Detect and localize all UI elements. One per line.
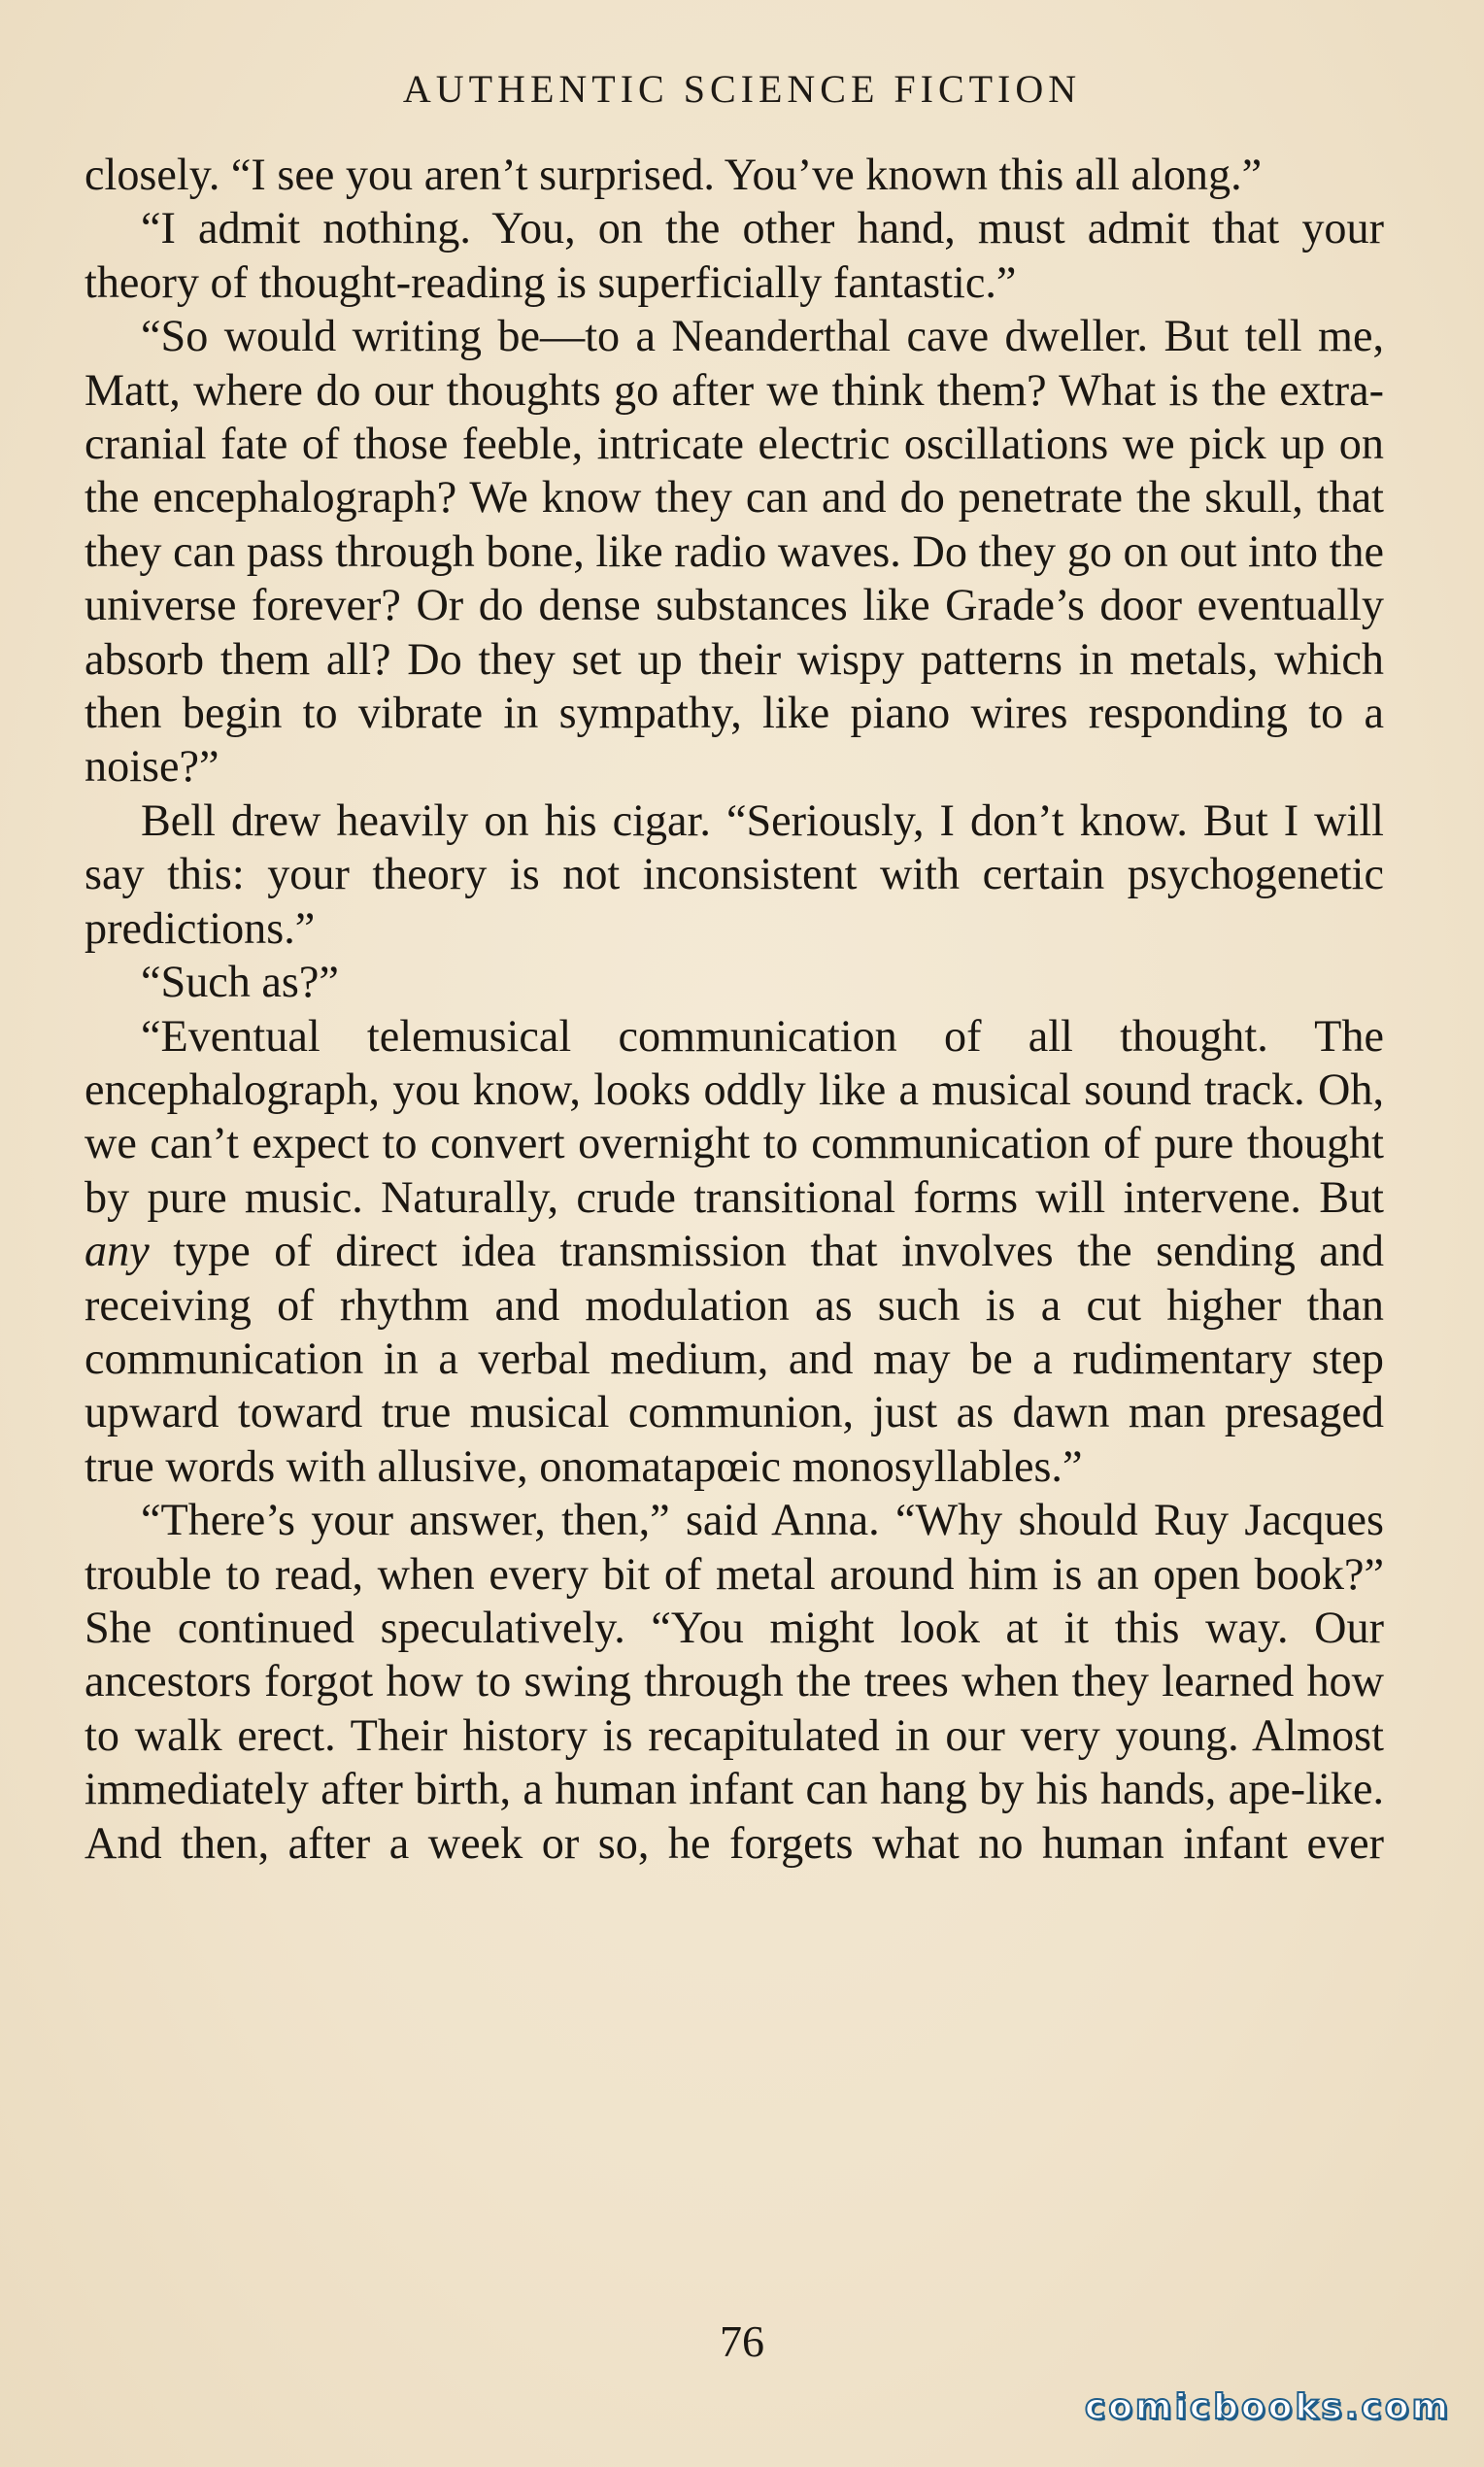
paragraph-6-emphasis: any [84,1226,150,1276]
paragraph-5: “Such as?” [141,957,339,1007]
paragraph-4: Bell drew heavily on his cigar. “Seriously, I don’t know. But I will say this: your theory is not inconsistent with certain psychogenetic predictions.” [84,794,1384,953]
paragraph-1: closely. “I see you aren’t surprised. You’ve known this all along.” [84,150,1263,199]
paragraph-2: “I admit nothing. You, on the other hand, must admit that your theory of thought-reading is superficially fantastic.” [84,203,1384,307]
paragraph-6-text-before: “Eventual telemusical communication of all thought. The encephalograph, you know, looks oddly like a musical sound track. Oh, we can’t expect to convert overnight to communication of pure thought by pure music. Naturally, crude transitional forms will intervene. But [84,1010,1384,1222]
paragraph-6 [84,1009,1384,1494]
paragraph-6-text-after: type of direct idea transmission that involves the sending and receiving of rhythm and modulation as such is a cut higher than communication in a verbal medium, and may be a rudimentary step upward toward true musical communion, just as dawn man presaged true words with allusive, onomatapœic monosyllables.” [84,1226,1384,1491]
paragraph-7: “There’s your answer, then,” said Anna. “Why should Ruy Jacques trouble to read, when every bit of metal around him is an open book?” She continued speculatively. “You might look at it this way. Our ancestors forgot how to swing through the trees when they learned how to walk erect. Their history is recapitulated in our very young. Almost immediately after birth, a human infant can hang by his hands, ape-like. And then, after a week or so, he forgets what no human infant ever [84,1495,1384,1868]
watermark-logo: comicbooks.com [1084,2387,1451,2427]
running-head-title: AUTHENTIC SCIENCE FICTION [402,67,1082,111]
page-number: 76 [720,2316,764,2366]
body-text [84,148,1384,1870]
paragraph-3: “So would writing be—to a Neanderthal cave dweller. But tell me, Matt, where do our thoughts go after we think them? What is the extra-cranial fate of those feeble, intricate electric oscillations we pick up on the encephalograph? We know they can and do penetrate the skull, that they can pass through bone, like radio waves. Do they go on out into the universe forever? Or do dense substances like Grade’s door eventually absorb them all? Do they set up their wispy patterns in metals, which then begin to vibrate in sympathy, like piano wires responding to a noise?” [84,311,1384,792]
